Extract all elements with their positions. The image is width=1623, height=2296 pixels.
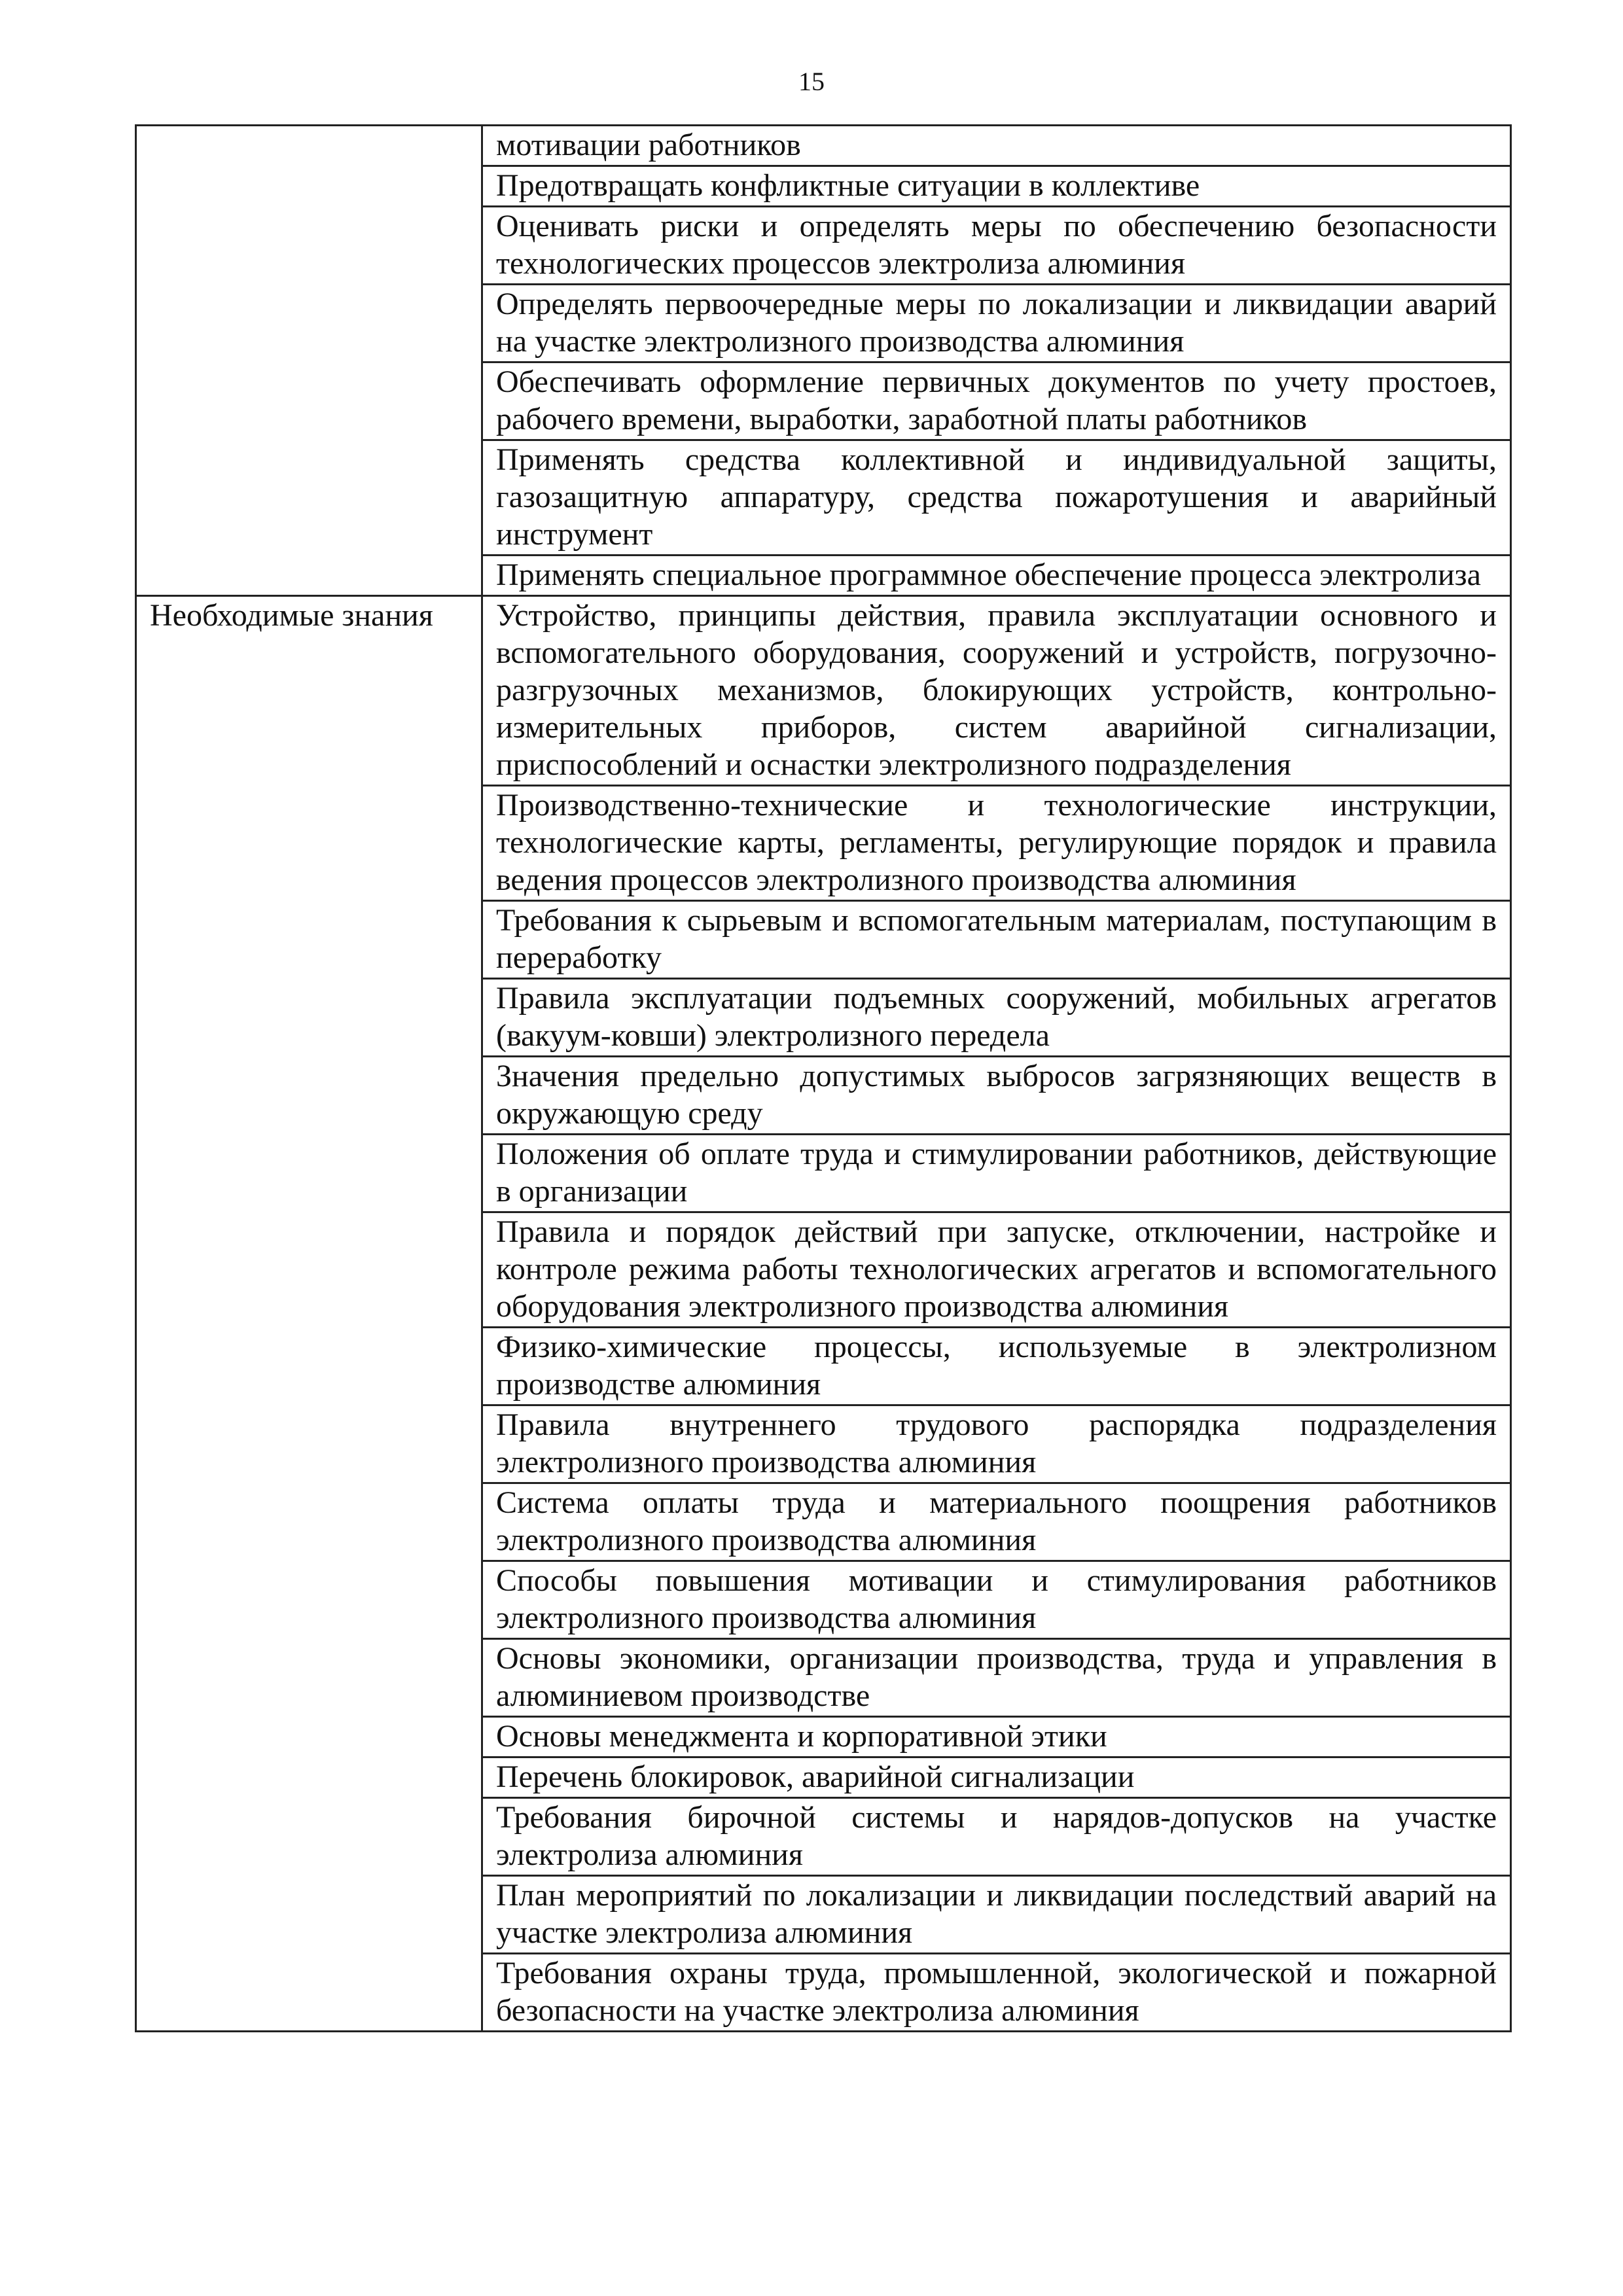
table-cell: Значения предельно допустимых выбросов загрязняющих веществ в окружающую среду — [482, 1057, 1511, 1135]
table-cell: Оценивать риски и определять меры по обеспечению безопасности технологических процессов электролиза алюминия — [482, 207, 1511, 285]
table-cell: Предотвращать конфликтные ситуации в коллективе — [482, 166, 1511, 207]
table-cell: Правила и порядок действий при запуске, отключении, настройке и контроле режима работы технологических агрегатов и вспомогательного оборудования электролизного производства алюминия — [482, 1212, 1511, 1328]
table-cell: Физико-химические процессы, используемые в электролизном производстве алюминия — [482, 1328, 1511, 1405]
table-cell: Перечень блокировок, аварийной сигнализации — [482, 1757, 1511, 1798]
knowledge-label: Необходимые знания — [136, 596, 482, 2032]
table-cell: Правила эксплуатации подъемных сооружений, мобильных агрегатов (вакуум-ковши) электролизного передела — [482, 979, 1511, 1057]
table-cell: мотивации работников — [482, 126, 1511, 166]
table-cell: Положения об оплате труда и стимулировании работников, действующие в организации — [482, 1135, 1511, 1212]
table-cell: Способы повышения мотивации и стимулирования работников электролизного производства алюминия — [482, 1561, 1511, 1639]
table-cell: Требования бирочной системы и нарядов-допусков на участке электролиза алюминия — [482, 1798, 1511, 1876]
table-cell: Требования охраны труда, промышленной, экологической и пожарной безопасности на участке электролиза алюминия — [482, 1954, 1511, 2032]
table-cell: Применять специальное программное обеспечение процесса электролиза — [482, 556, 1511, 596]
table-row — [136, 126, 1511, 166]
table-cell: Основы менеджмента и корпоративной этики — [482, 1717, 1511, 1757]
competency-table — [135, 124, 1512, 2032]
table-cell: Применять средства коллективной и индивидуальной защиты, газозащитную аппаратуру, средства пожаротушения и аварийный инструмент — [482, 440, 1511, 556]
table-cell: Основы экономики, организации производства, труда и управления в алюминиевом производстве — [482, 1639, 1511, 1717]
skills-label-cell — [136, 126, 482, 596]
page-number: 15 — [798, 67, 825, 96]
table-cell: Обеспечивать оформление первичных документов по учету простоев, рабочего времени, выработки, заработной платы работников — [482, 362, 1511, 440]
table-cell: Правила внутреннего трудового распорядка подразделения электролизного производства алюминия — [482, 1405, 1511, 1483]
table-cell: Система оплаты труда и материального поощрения работников электролизного производства алюминия — [482, 1483, 1511, 1561]
table-cell: Устройство, принципы действия, правила эксплуатации основного и вспомогательного оборудования, сооружений и устройств, погрузочно-разгрузочных механизмов, блокирующих устройств, контрольно-измерительных приборов, систем аварийной сигнализации, приспособлений и оснастки электролизного подразделения — [482, 596, 1511, 786]
table-cell: Производственно-технические и технологические инструкции, технологические карты, регламенты, регулирующие порядок и правила ведения процессов электролизного производства алюминия — [482, 786, 1511, 901]
table-cell: Определять первоочередные меры по локализации и ликвидации аварий на участке электролизного производства алюминия — [482, 285, 1511, 362]
table-cell: План мероприятий по локализации и ликвидации последствий аварий на участке электролиза алюминия — [482, 1876, 1511, 1954]
table-row — [136, 596, 1511, 786]
table-cell: Требования к сырьевым и вспомогательным материалам, поступающим в переработку — [482, 901, 1511, 979]
